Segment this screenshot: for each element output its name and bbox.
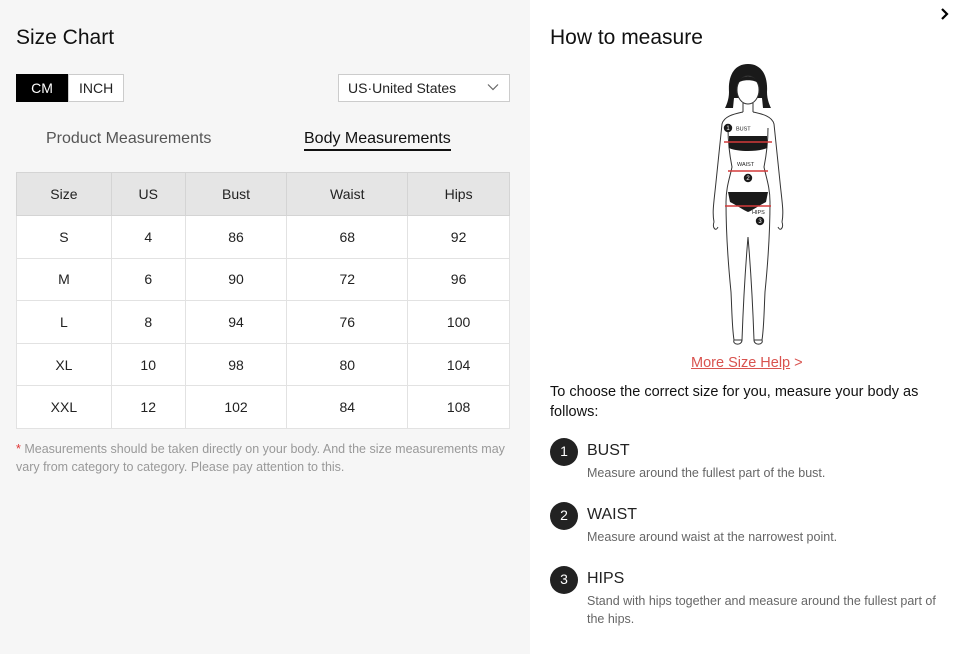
cell-size: M [17, 258, 112, 301]
cell-us: 8 [111, 301, 185, 344]
step-description: Measure around waist at the narrowest point. [587, 530, 838, 544]
svg-text:3: 3 [758, 219, 762, 226]
cell-us: 6 [111, 258, 185, 301]
unit-cm-button[interactable]: CM [16, 74, 68, 102]
unit-inch-button[interactable]: INCH [68, 74, 124, 102]
note-asterisk: * [16, 442, 21, 456]
header-us: US [111, 173, 185, 216]
cell-us: 4 [111, 216, 185, 259]
more-size-help-label: More Size Help [691, 355, 791, 371]
step-description: Measure around the fullest part of the bust. [587, 466, 826, 480]
step-number-badge: 1 [550, 438, 578, 466]
header-bust: Bust [185, 173, 287, 216]
step-name: WAIST [587, 506, 638, 523]
cell-us: 12 [111, 386, 185, 429]
cell-hips: 104 [408, 343, 510, 386]
cell-waist: 84 [287, 386, 408, 429]
chevron-right-icon: > [794, 355, 803, 371]
step-description: Stand with hips together and measure around the fullest part of the hips. [587, 594, 936, 626]
measurement-note [16, 440, 516, 476]
cell-size: XXL [17, 386, 112, 429]
table-row [17, 216, 510, 259]
table-row [17, 386, 510, 429]
size-table [16, 172, 510, 429]
cell-bust: 102 [185, 386, 287, 429]
svg-text:BUST: BUST [736, 126, 751, 133]
chevron-down-icon [487, 81, 499, 93]
how-to-measure-panel [530, 0, 953, 654]
cell-waist: 68 [287, 216, 408, 259]
note-text: Measurements should be taken directly on your body. And the size measurements may vary from category to category. Please pay attention to this. [16, 442, 505, 474]
unit-toggle [16, 74, 124, 102]
table-row [17, 258, 510, 301]
cell-bust: 90 [185, 258, 287, 301]
cell-bust: 98 [185, 343, 287, 386]
body-figure-illustration [698, 62, 798, 348]
cell-bust: 94 [185, 301, 287, 344]
more-size-help-link[interactable] [691, 355, 803, 371]
header-size: Size [17, 173, 112, 216]
cell-hips: 108 [408, 386, 510, 429]
cell-size: XL [17, 343, 112, 386]
tab-product-measurements[interactable]: Product Measurements [46, 130, 212, 147]
cell-bust: 86 [185, 216, 287, 259]
cell-hips: 100 [408, 301, 510, 344]
header-waist: Waist [287, 173, 408, 216]
cell-size: S [17, 216, 112, 259]
step-number-badge: 3 [550, 566, 578, 594]
cell-hips: 92 [408, 216, 510, 259]
measure-intro-text: To choose the correct size for you, measure your body as follows: [550, 384, 919, 420]
svg-text:1: 1 [726, 126, 730, 133]
table-header-row [17, 173, 510, 216]
measurement-tabs [16, 130, 510, 156]
how-to-measure-title: How to measure [550, 26, 703, 49]
cell-hips: 96 [408, 258, 510, 301]
table-row [17, 343, 510, 386]
size-chart-title: Size Chart [16, 26, 115, 49]
svg-text:HIPS: HIPS [752, 210, 765, 216]
cell-us: 10 [111, 343, 185, 386]
region-select-value: US·United States [348, 80, 457, 96]
close-icon[interactable] [937, 6, 953, 22]
region-select[interactable] [338, 74, 510, 102]
step-name: HIPS [587, 570, 625, 587]
tab-body-measurements[interactable]: Body Measurements [304, 130, 451, 151]
table-row [17, 301, 510, 344]
cell-waist: 76 [287, 301, 408, 344]
step-number-badge: 2 [550, 502, 578, 530]
cell-size: L [17, 301, 112, 344]
svg-text:2: 2 [746, 176, 750, 183]
cell-waist: 80 [287, 343, 408, 386]
step-name: BUST [587, 442, 630, 459]
cell-waist: 72 [287, 258, 408, 301]
header-hips: Hips [408, 173, 510, 216]
svg-text:WAIST: WAIST [737, 162, 755, 168]
